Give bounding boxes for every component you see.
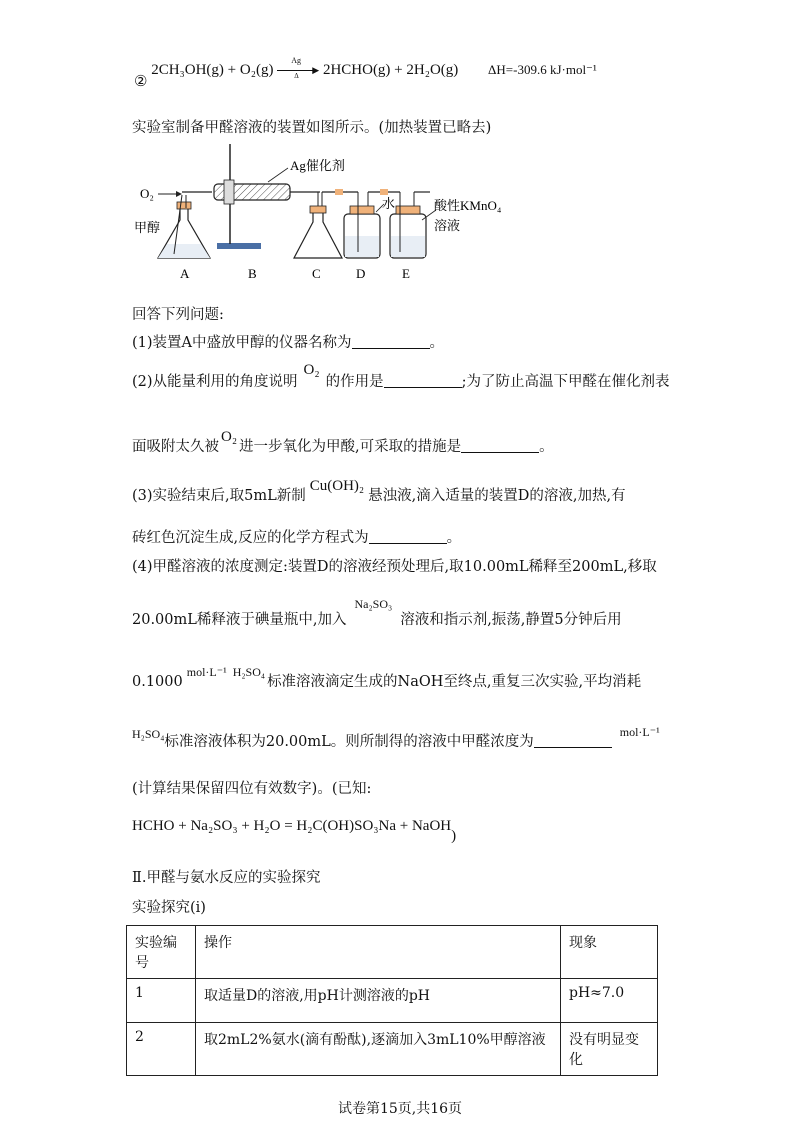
- stopper-c: [310, 206, 326, 213]
- stand-base: [217, 243, 261, 249]
- delta-h: ΔH=-309.6 kJ·mol⁻¹: [488, 62, 597, 77]
- q4-line3-end: 标准溶液滴定生成的NaOH至终点,重复三次实验,平均消耗: [267, 674, 642, 690]
- question-4-line-4: [132, 725, 660, 751]
- known-eq-text: HCHO + Na₂SO₃ + H₂O = H₂C(OH)SO₃Na + NaOH: [132, 818, 452, 834]
- reaction-marker: ②: [134, 74, 148, 90]
- q3-line2-end: 。: [446, 530, 462, 546]
- q4-line2-start: 20.00mL稀释液于碘量瓶中,加入: [132, 612, 347, 628]
- page-footer: 试卷第15页,共16页: [337, 1101, 463, 1117]
- apparatus-figure: [132, 140, 532, 290]
- q2-blank-2: [461, 440, 539, 453]
- joint-2: [380, 189, 388, 195]
- row-1-number: 1: [127, 979, 196, 1023]
- leader-catalyst: [268, 168, 288, 182]
- question-1: [132, 331, 444, 352]
- question-4-line-1: (4)甲醛溶液的浓度测定:装置D的溶液经预处理后,取10.00mL稀释至200mL,移取: [132, 559, 657, 575]
- clamp: [224, 180, 234, 204]
- letter-d: D: [356, 266, 366, 281]
- q2-line2-mid: 进一步氧化为甲酸,可采取的措施是: [239, 439, 462, 455]
- letter-b: B: [248, 266, 257, 281]
- reaction-left: 2CH₃OH(g) + O₂(g): [151, 62, 274, 78]
- label-kmno4-1: 酸性KMnO₄: [434, 198, 502, 213]
- question-4-line-3: [132, 665, 642, 691]
- q2-part2: 的作用是: [325, 374, 384, 390]
- known-eq-close: ): [451, 828, 457, 844]
- label-catalyst: Ag催化剂: [290, 158, 345, 173]
- letter-c: C: [312, 266, 321, 281]
- q3-blank: [369, 531, 447, 544]
- q4-blank: [534, 735, 612, 748]
- row-1-phenomenon: pH≈7.0: [561, 979, 658, 1023]
- q4-concentration: 0.1000: [132, 674, 183, 690]
- reaction-right: 2HCHO(g) + 2H₂O(g): [322, 62, 459, 78]
- catalyst-label: Ag: [291, 55, 301, 65]
- section-2-heading: Ⅱ.甲醛与氨水反应的实验探究: [132, 870, 321, 886]
- q3-part2: 悬浊液,滴入适量的装置D的溶液,加热,有: [368, 488, 626, 504]
- row-2-phenomenon: 没有明显变化: [561, 1023, 658, 1076]
- q3-formula: Cu(OH)₂: [309, 478, 365, 494]
- q1-text: (1)装置A中盛放甲醇的仪器名称为: [132, 335, 352, 351]
- header-operation: 操作: [196, 926, 561, 979]
- row-2-operation: 取2mL2%氨水(滴有酚酞),逐滴加入3mL10%甲醇溶液: [196, 1023, 561, 1076]
- header-number: 实验编号: [127, 926, 196, 979]
- q4-unit-1: mol·L⁻¹: [186, 665, 227, 679]
- q4-line2-end: 溶液和指示剂,振荡,静置5分钟后用: [400, 612, 622, 628]
- table-header-row: [127, 926, 658, 979]
- arrow-head: ▶: [312, 64, 320, 75]
- q1-blank: [352, 336, 430, 349]
- question-2-line-2: [132, 429, 554, 456]
- q2-formula-2: O₂: [221, 429, 238, 445]
- stopper-d: [350, 206, 374, 214]
- q2-line2-end: 。: [539, 439, 554, 455]
- q4-h2so4-2: H₂SO₄: [132, 727, 165, 741]
- table-row: [127, 979, 658, 1023]
- q2-part3: ;为了防止高温下甲醛在催化剂表: [461, 374, 670, 390]
- q2-blank-1: [384, 375, 462, 388]
- question-4-line-2: [132, 597, 622, 629]
- bottle-d-liquid: [345, 236, 379, 257]
- question-3-line-2: [132, 526, 461, 547]
- intro-text: 实验室制备甲醛溶液的装置如图所示。(加热装置已略去): [132, 120, 492, 136]
- label-o2: O₂: [140, 186, 154, 201]
- header-phenomenon: 现象: [561, 926, 658, 979]
- question-2-line-1: [132, 362, 670, 391]
- table-row: [127, 1023, 658, 1076]
- question-4-line-5: (计算结果保留四位有效数字)。(已知:: [132, 781, 372, 797]
- q2-part1: (2)从能量利用的角度说明: [132, 374, 298, 390]
- experiment-title: 实验探究(ⅰ): [132, 900, 206, 916]
- q3-line2: 砖红色沉淀生成,反应的化学方程式为: [132, 530, 369, 546]
- o2-arrowhead: [176, 191, 182, 197]
- label-methanol: 甲醇: [134, 220, 161, 235]
- experiment-table: [126, 925, 658, 1076]
- label-water: 水: [382, 196, 396, 211]
- arrow-line: [277, 70, 317, 71]
- row-1-operation: 取适量D的溶液,用pH计测溶液的pH: [196, 979, 561, 1023]
- known-equation: [132, 818, 457, 844]
- q4-unit-2: mol·L⁻¹: [619, 725, 660, 739]
- q4-line4-text: 标准溶液体积为20.00mL。则所制得的溶液中甲醛浓度为: [164, 734, 534, 750]
- q2-line2-start: 面吸附太久被: [132, 439, 219, 455]
- letter-a: A: [180, 266, 190, 281]
- stopper-a: [177, 202, 191, 209]
- bottle-e-liquid: [391, 236, 425, 257]
- flask-a-liquid: [158, 244, 210, 258]
- condition-label: Δ: [294, 71, 299, 80]
- row-2-number: 2: [127, 1023, 196, 1076]
- q3-part1: (3)实验结束后,取5mL新制: [132, 488, 306, 504]
- flask-c: [294, 212, 342, 258]
- q4-h2so4-1: H₂SO₄: [232, 665, 266, 679]
- label-kmno4-2: 溶液: [434, 218, 461, 233]
- question-3-line-1: [132, 478, 626, 505]
- q4-na2so3: Na₂SO₃: [354, 597, 393, 611]
- q1-end: 。: [429, 335, 445, 351]
- answer-heading: 回答下列问题:: [132, 307, 224, 323]
- q2-formula-1: O₂: [303, 362, 320, 378]
- letter-e: E: [402, 266, 410, 281]
- reaction-2: [134, 55, 597, 90]
- reaction-arrow: [277, 55, 320, 80]
- joint-1: [335, 189, 343, 195]
